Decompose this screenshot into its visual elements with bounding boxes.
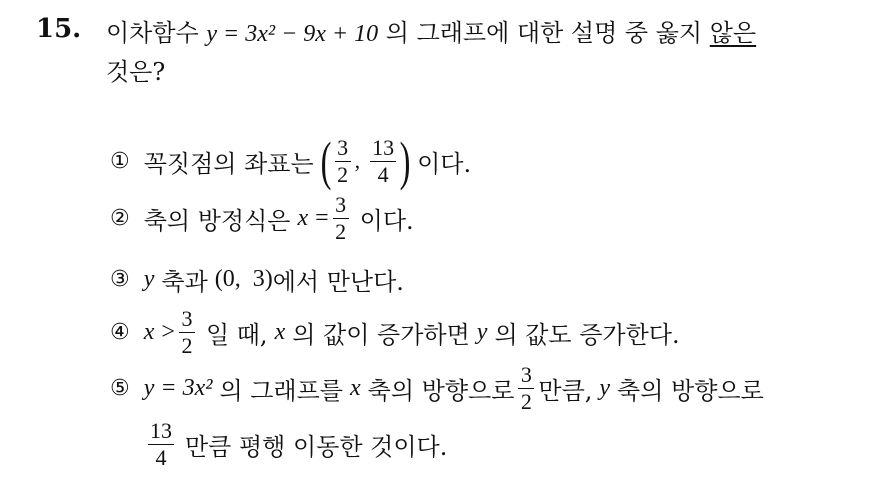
math-equation: y = 3x²	[143, 375, 213, 401]
left-paren: (	[320, 131, 332, 191]
choice-text: 의 값이 증가하면	[292, 321, 470, 349]
math-var: x	[297, 205, 309, 231]
question-stem	[106, 14, 866, 91]
choice-text: 만큼,	[538, 377, 593, 405]
choice-text: 만큼 평행 이동한 것이다.	[185, 433, 448, 461]
denominator: 4	[155, 445, 167, 470]
choice-text: 축의 방정식은	[143, 207, 291, 235]
choice-text: 이다.	[417, 149, 472, 178]
numerator: 13	[372, 134, 395, 160]
math-var: x	[350, 375, 361, 401]
math-var: y	[143, 266, 155, 292]
choice-text: 의 값도 증가한다.	[494, 321, 680, 349]
choice-text: 일 때,	[205, 321, 268, 349]
stem-line2: 것은?	[106, 58, 166, 86]
stem-text-before: 이차함수	[106, 19, 207, 47]
choice-text: 축의 방향으로	[367, 377, 515, 405]
equals-sign: =	[315, 205, 329, 231]
fraction	[148, 418, 174, 471]
stem-underlined: 않은	[709, 19, 757, 47]
choice-text: 축의 방향으로	[617, 377, 764, 405]
comma: ,	[354, 148, 361, 173]
numerator: 3	[520, 362, 532, 387]
math-var: x	[143, 319, 155, 345]
stem-equation: y = 3x² − 9x + 10	[206, 21, 379, 47]
fraction	[370, 135, 396, 188]
choice-text: 축과	[161, 268, 208, 296]
numerator: 3	[181, 306, 193, 331]
point-coordinates: (0, 3)	[214, 266, 273, 292]
choice-1[interactable]	[110, 131, 472, 191]
choice-5-continued	[148, 418, 447, 471]
choice-marker: ⑤	[110, 376, 130, 401]
numerator: 13	[150, 418, 172, 443]
denominator: 2	[520, 389, 532, 414]
choice-4[interactable]	[110, 306, 680, 359]
choice-marker: ③	[110, 267, 130, 292]
choice-text: 이다.	[359, 207, 414, 235]
choice-text: 에서 만난다.	[272, 268, 404, 296]
choice-2[interactable]	[110, 192, 414, 245]
math-var: y	[599, 375, 611, 401]
greater-than-sign: >	[161, 319, 175, 345]
choice-marker: ④	[110, 320, 130, 345]
choice-3[interactable]	[110, 262, 404, 297]
denominator: 2	[335, 219, 347, 244]
fraction	[518, 362, 534, 415]
choice-marker: ①	[110, 148, 130, 174]
numerator: 3	[337, 134, 349, 160]
fraction	[333, 192, 349, 245]
question-number: 15.	[36, 14, 82, 44]
math-var: y	[476, 319, 488, 345]
numerator: 3	[335, 192, 347, 217]
choice-marker: ②	[110, 206, 130, 231]
denominator: 2	[181, 333, 193, 358]
fraction	[179, 306, 195, 359]
choice-5[interactable]	[110, 362, 764, 415]
denominator: 4	[377, 161, 389, 187]
stem-text-mid: 의 그래프에 대한 설명 중 옳지	[378, 19, 710, 47]
denominator: 2	[337, 161, 349, 187]
fraction	[335, 135, 351, 188]
choice-text: 의 그래프를	[219, 377, 343, 405]
right-paren: )	[399, 131, 411, 191]
choice-text: 꼭짓점의 좌표는	[143, 149, 314, 178]
math-var: x	[274, 319, 286, 345]
